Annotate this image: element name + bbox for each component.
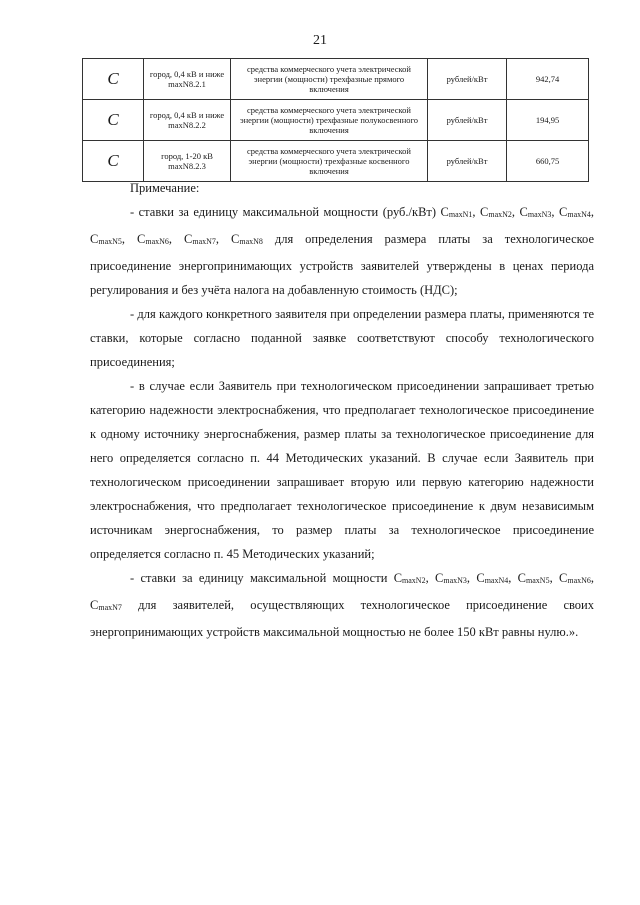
rate-symbol: C (393, 571, 403, 585)
note-paragraph-2: - для каждого конкретного заявителя при определении размера платы, применяются те ставки, которые согласно поданной заявке соответствуют способу технологического присоединения; (90, 307, 594, 369)
separator: , (472, 205, 480, 219)
rate-symbol: C (137, 232, 146, 246)
unit: рублей/кВт (428, 100, 507, 141)
subscript: maxN6 (567, 576, 591, 585)
rate-symbol: C (440, 205, 449, 219)
rate-symbol: C (184, 232, 193, 246)
text-run: для заявителей, осуществляющих технологическое присоединение своих энергопринимающих устройств максимальной мощностью не более 150 кВт равны нулю.». (90, 598, 594, 639)
subscript: maxN8 (239, 237, 263, 246)
subscript: maxN3 (443, 576, 467, 585)
subscript: maxN7 (98, 603, 122, 612)
separator: , (590, 205, 595, 219)
rate-symbol: C (476, 571, 485, 585)
separator: , (549, 571, 559, 585)
note-paragraph-4 (90, 566, 594, 644)
text-run: - ставки за единицу максимальной мощности (130, 571, 394, 585)
rate-symbol: C (90, 598, 99, 612)
rate-symbol: C (559, 205, 568, 219)
subscript: maxN4 (567, 210, 591, 219)
note-paragraph-3: - в случае если Заявитель при технологическом присоединении запрашивает третью категорию надежности электроснабжения, что предполагает технологическое присоединение к одному источнику энергоснабжения, размер платы за технологическое присоединение для него определяется согласно п. 44 Методических указаний. В случае если Заявитель при технологическом присоединении запрашивает вторую или первую категорию надежности электроснабжения, что предполагает технологическое присоединение к двум независимым источникам энергоснабжения, то размер платы за технологическое присоединение определяется согласно п. 45 Методических указаний; (90, 379, 594, 561)
subscript: maxN4 (484, 576, 509, 585)
text-run: для определения размера платы за технологическое присоединение энергопринимающих устройств заявителей утверждены в ценах периода регулирования и без учёта налога на добавленную стоимость (НДС); (90, 232, 595, 297)
rate-symbol: C (83, 59, 144, 100)
rate-symbol: C (517, 571, 527, 585)
metering-description: средства коммерческого учета электрической энергии (мощности) трехфазные прямого включения (231, 59, 428, 100)
note-section (90, 176, 594, 644)
metering-description: средства коммерческого учета электрической энергии (мощности) трехфазные косвенного включения (231, 141, 428, 182)
subscript: maxN2 (488, 210, 512, 219)
separator: , (168, 232, 184, 246)
separator: , (511, 205, 520, 219)
subscript: maxN5 (98, 237, 122, 246)
rate-symbol: C (480, 205, 489, 219)
unit: рублей/кВт (428, 59, 507, 100)
subscript: maxN5 (526, 576, 550, 585)
note-paragraph-1 (90, 200, 594, 302)
separator: , (121, 232, 137, 246)
rate-symbol: C (559, 571, 568, 585)
tariff-table (82, 58, 589, 182)
separator: , (466, 571, 477, 585)
rate-symbol: C (519, 205, 528, 219)
separator: , (425, 571, 436, 585)
metering-description: средства коммерческого учета электрической энергии (мощности) трехфазные полукосвенного включения (231, 100, 428, 141)
subscript: maxN2 (402, 576, 426, 585)
page-number: 21 (313, 33, 327, 48)
subscript: maxN6 (145, 237, 169, 246)
rate-symbol: C (231, 232, 240, 246)
voltage-level: город, 1-20 кВ maxN8.2.3 (144, 141, 231, 182)
rate-value: 660,75 (507, 141, 589, 182)
separator: , (590, 571, 595, 585)
unit: рублей/кВт (428, 141, 507, 182)
rate-value: 942,74 (507, 59, 589, 100)
rate-value: 194,95 (507, 100, 589, 141)
voltage-level: город, 0,4 кВ и ниже maxN8.2.1 (144, 59, 231, 100)
rate-symbol: C (83, 100, 144, 141)
separator: , (508, 571, 518, 585)
subscript: maxN7 (192, 237, 216, 246)
subscript: maxN1 (448, 210, 473, 219)
separator: , (551, 205, 559, 219)
separator: , (215, 232, 231, 246)
table-row (83, 59, 589, 100)
subscript: maxN3 (527, 210, 552, 219)
note-title: Примечание: (130, 181, 200, 195)
rate-symbol: C (83, 141, 144, 182)
rate-symbol: C (435, 571, 444, 585)
rate-symbol: C (90, 232, 99, 246)
text-run: - ставки за единицу максимальной мощности (руб./кВт) (130, 205, 441, 219)
table-row (83, 100, 589, 141)
voltage-level: город, 0,4 кВ и ниже maxN8.2.2 (144, 100, 231, 141)
